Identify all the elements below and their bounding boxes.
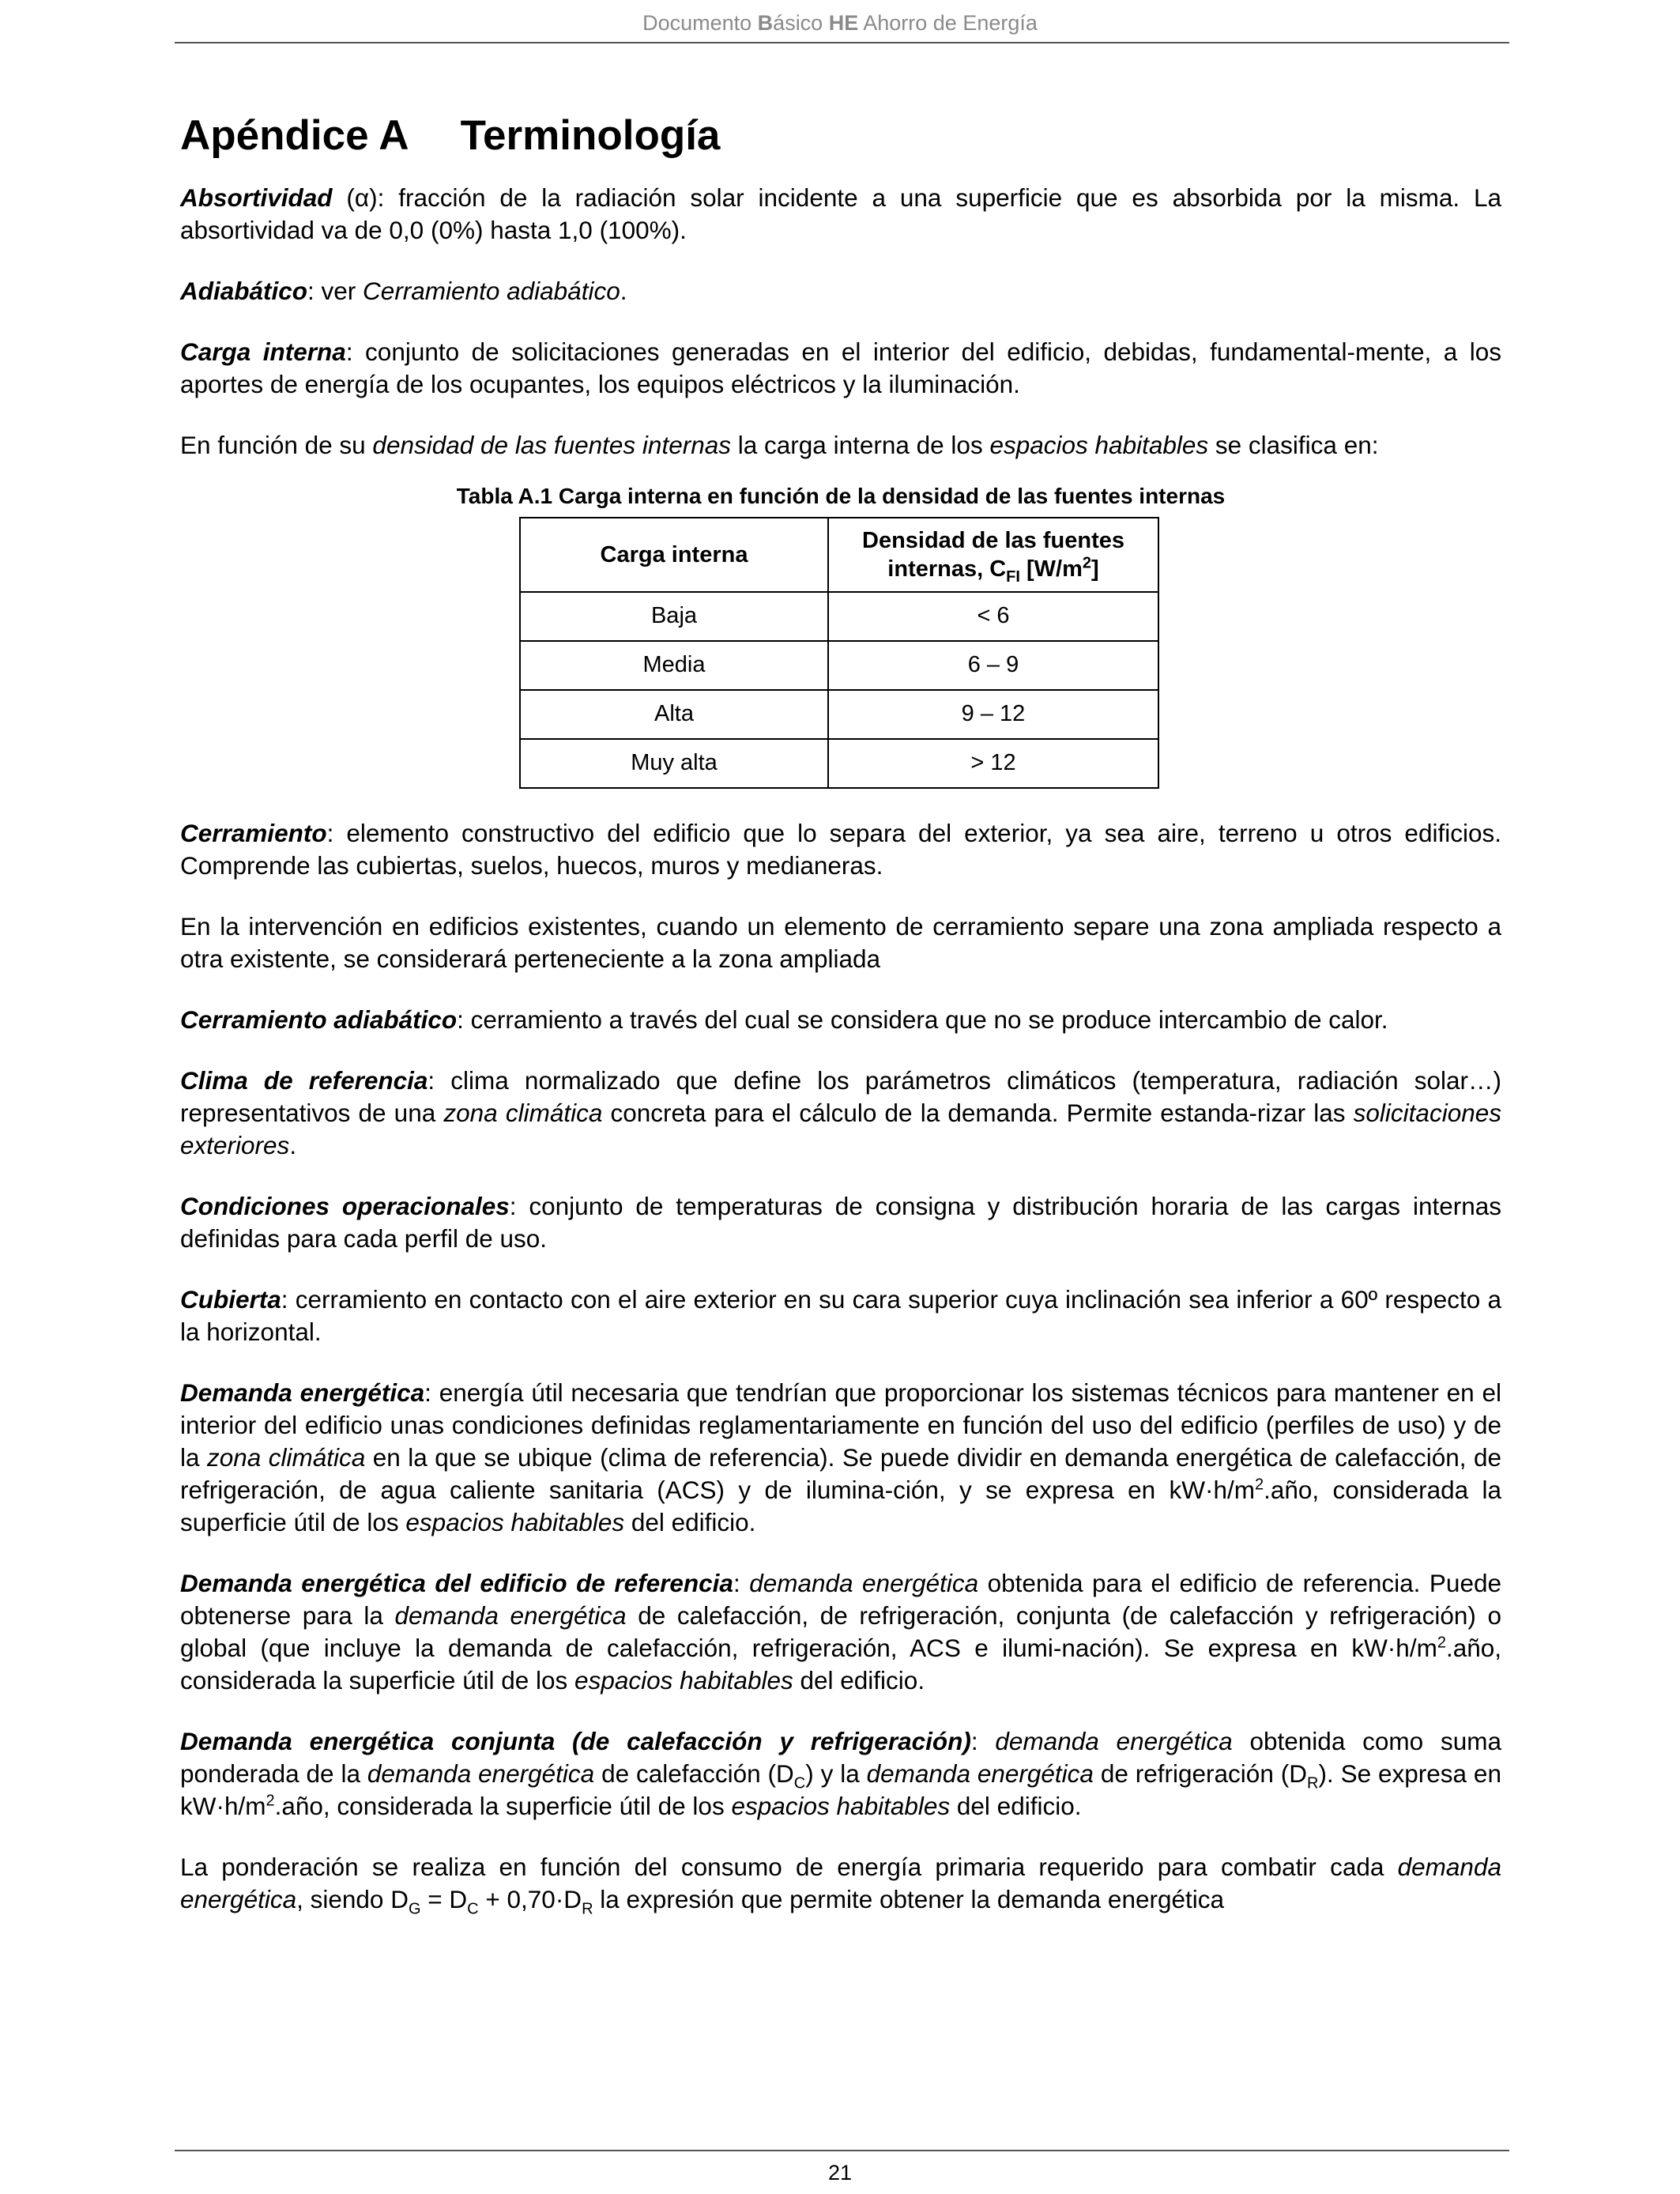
table-row bbox=[520, 641, 1158, 690]
entry-demanda-conjunta: Demanda energética conjunta (de calefacción y refrigeración): demanda energética obtenida como suma ponderada de la demanda energética de calefacción $(D_C)$ y la demanda energética de refrigeración $(D_R)$. Se expresa en $kW\cdot h/m^2.año$, considerada la superficie útil de los espacios habitables del edificio. bbox=[180, 1726, 1501, 1820]
entry-carga-interna: Carga interna: conjunto de solicitaciones generadas en el interior del edificio, debidas, fundamental-mente, a los aportes de energía de los ocupantes, los equipos eléctricos y la iluminación. bbox=[180, 337, 1502, 398]
entry-cerramiento-adiabatico: Cerramiento adiabático: cerramiento a través del cual se considera que no se produce intercambio de calor. bbox=[180, 1005, 1388, 1034]
header-rule bbox=[175, 42, 1509, 43]
page-number: 21 bbox=[827, 2161, 853, 2185]
entry-demanda-referencia: Demanda energética del edificio de referencia: demanda energética obtenida para el edificio de referencia. Puede obtenerse para la demanda energética de calefacción, de refrigeración, conjunta (de calefacción y refrigeración) o global (que incluye la demanda de calefacción, refrigeración, ACS e ilumi-nación). Se expresa en $kW\cdot h/m^2.año$, considerada la superficie útil de los espacios habitables del edificio. bbox=[180, 1568, 1501, 1695]
entry-condiciones-operacionales: Condiciones operacionales: conjunto de temperaturas de consigna y distribución horaria de las cargas internas definidas para cada perfil de uso. bbox=[180, 1191, 1502, 1253]
entry-clima-referencia: Clima de referencia: clima normalizado que define los parámetros climáticos (temperatura, radiación solar…) representativos de una zona climática concreta para el cálculo de la demanda. Permite estanda-rizar las solicitaciones exteriores. bbox=[180, 1065, 1501, 1159]
entry-cubierta: Cubierta: cerramiento en contacto con el aire exterior en su cara superior cuya inclinación sea inferior a 60º respecto a la horizontal. bbox=[180, 1284, 1501, 1346]
carga-interna-table bbox=[519, 517, 1159, 789]
footer-rule bbox=[175, 2150, 1509, 2151]
table-row bbox=[520, 739, 1158, 788]
paragraph-carga-clasificacion: En función de su densidad de las fuentes internas la carga interna de los espacios habitables se clasifica en: bbox=[180, 430, 1379, 459]
table-cell-carga: Muy alta bbox=[520, 739, 828, 788]
table-cell-carga: Media bbox=[520, 641, 828, 690]
table-caption: Tabla A.1 Carga interna en función de la densidad de las fuentes internas bbox=[456, 483, 1226, 508]
paragraph-ponderacion: La ponderación se realiza en función del consumo de energía primaria requerido para combatir cada demanda energética, siendo $D_G = D_C + 0,70\cdot D_R$ la expresión que permite obtener la demanda energética bbox=[180, 1852, 1501, 1917]
entry-cerramiento: Cerramiento: elemento constructivo del edificio que lo separa del exterior, ya sea aire, terreno u otros edificios. Comprende las cubiertas, suelos, huecos, muros y medianeras. bbox=[180, 818, 1501, 880]
table-cell-densidad: > 12 bbox=[828, 739, 1158, 788]
table-cell-densidad: < 6 bbox=[828, 592, 1158, 641]
entry-absortividad: Absortividad (α): fracción de la radiación solar incidente a una superficie que es absorbida por la misma. La absortividad va de 0,0 (0%) hasta 1,0 (100%). bbox=[180, 183, 1501, 244]
paragraph-intervencion: En la intervención en edificios existentes, cuando un elemento de cerramiento separe una zona ampliada respecto a otra existente, se considerará perteneciente a la zona ampliada bbox=[180, 911, 1501, 973]
page-title: Apéndice A Terminología bbox=[180, 112, 721, 159]
table-row bbox=[520, 690, 1158, 739]
entry-adiabatico: Adiabático: ver Cerramiento adiabático. bbox=[180, 276, 627, 305]
entry-demanda-energetica: Demanda energética: energía útil necesaria que tendrían que proporcionar los sistemas técnicos para mantener en el interior del edificio unas condiciones definidas reglamentariamente en función del uso del edificio (perfiles de uso) y de la zona climática en la que se ubique (clima de referencia). Se puede dividir en demanda energética de calefacción, de refrigeración, de agua caliente sanitaria (ACS) y de ilumina-ción, y se expresa en $kW\cdot h/m^2.año$, considerada la superficie útil de los espacios habitables del edificio. bbox=[180, 1378, 1502, 1536]
table-header-carga: Carga interna bbox=[520, 518, 828, 592]
page-body bbox=[180, 111, 1501, 1944]
table-header-densidad: Densidad de las fuentes internas, $C_{FI}$ $[W/m^2]$ bbox=[828, 518, 1158, 592]
table-cell-carga: Baja bbox=[520, 592, 828, 641]
table-row bbox=[520, 592, 1158, 641]
table-cell-densidad: 9 – 12 bbox=[828, 690, 1158, 739]
running-header: Documento Básico HE Ahorro de Energía bbox=[642, 11, 1038, 35]
table-cell-carga: Alta bbox=[520, 690, 828, 739]
table-header-row bbox=[520, 518, 1158, 592]
table-cell-densidad: 6 – 9 bbox=[828, 641, 1158, 690]
